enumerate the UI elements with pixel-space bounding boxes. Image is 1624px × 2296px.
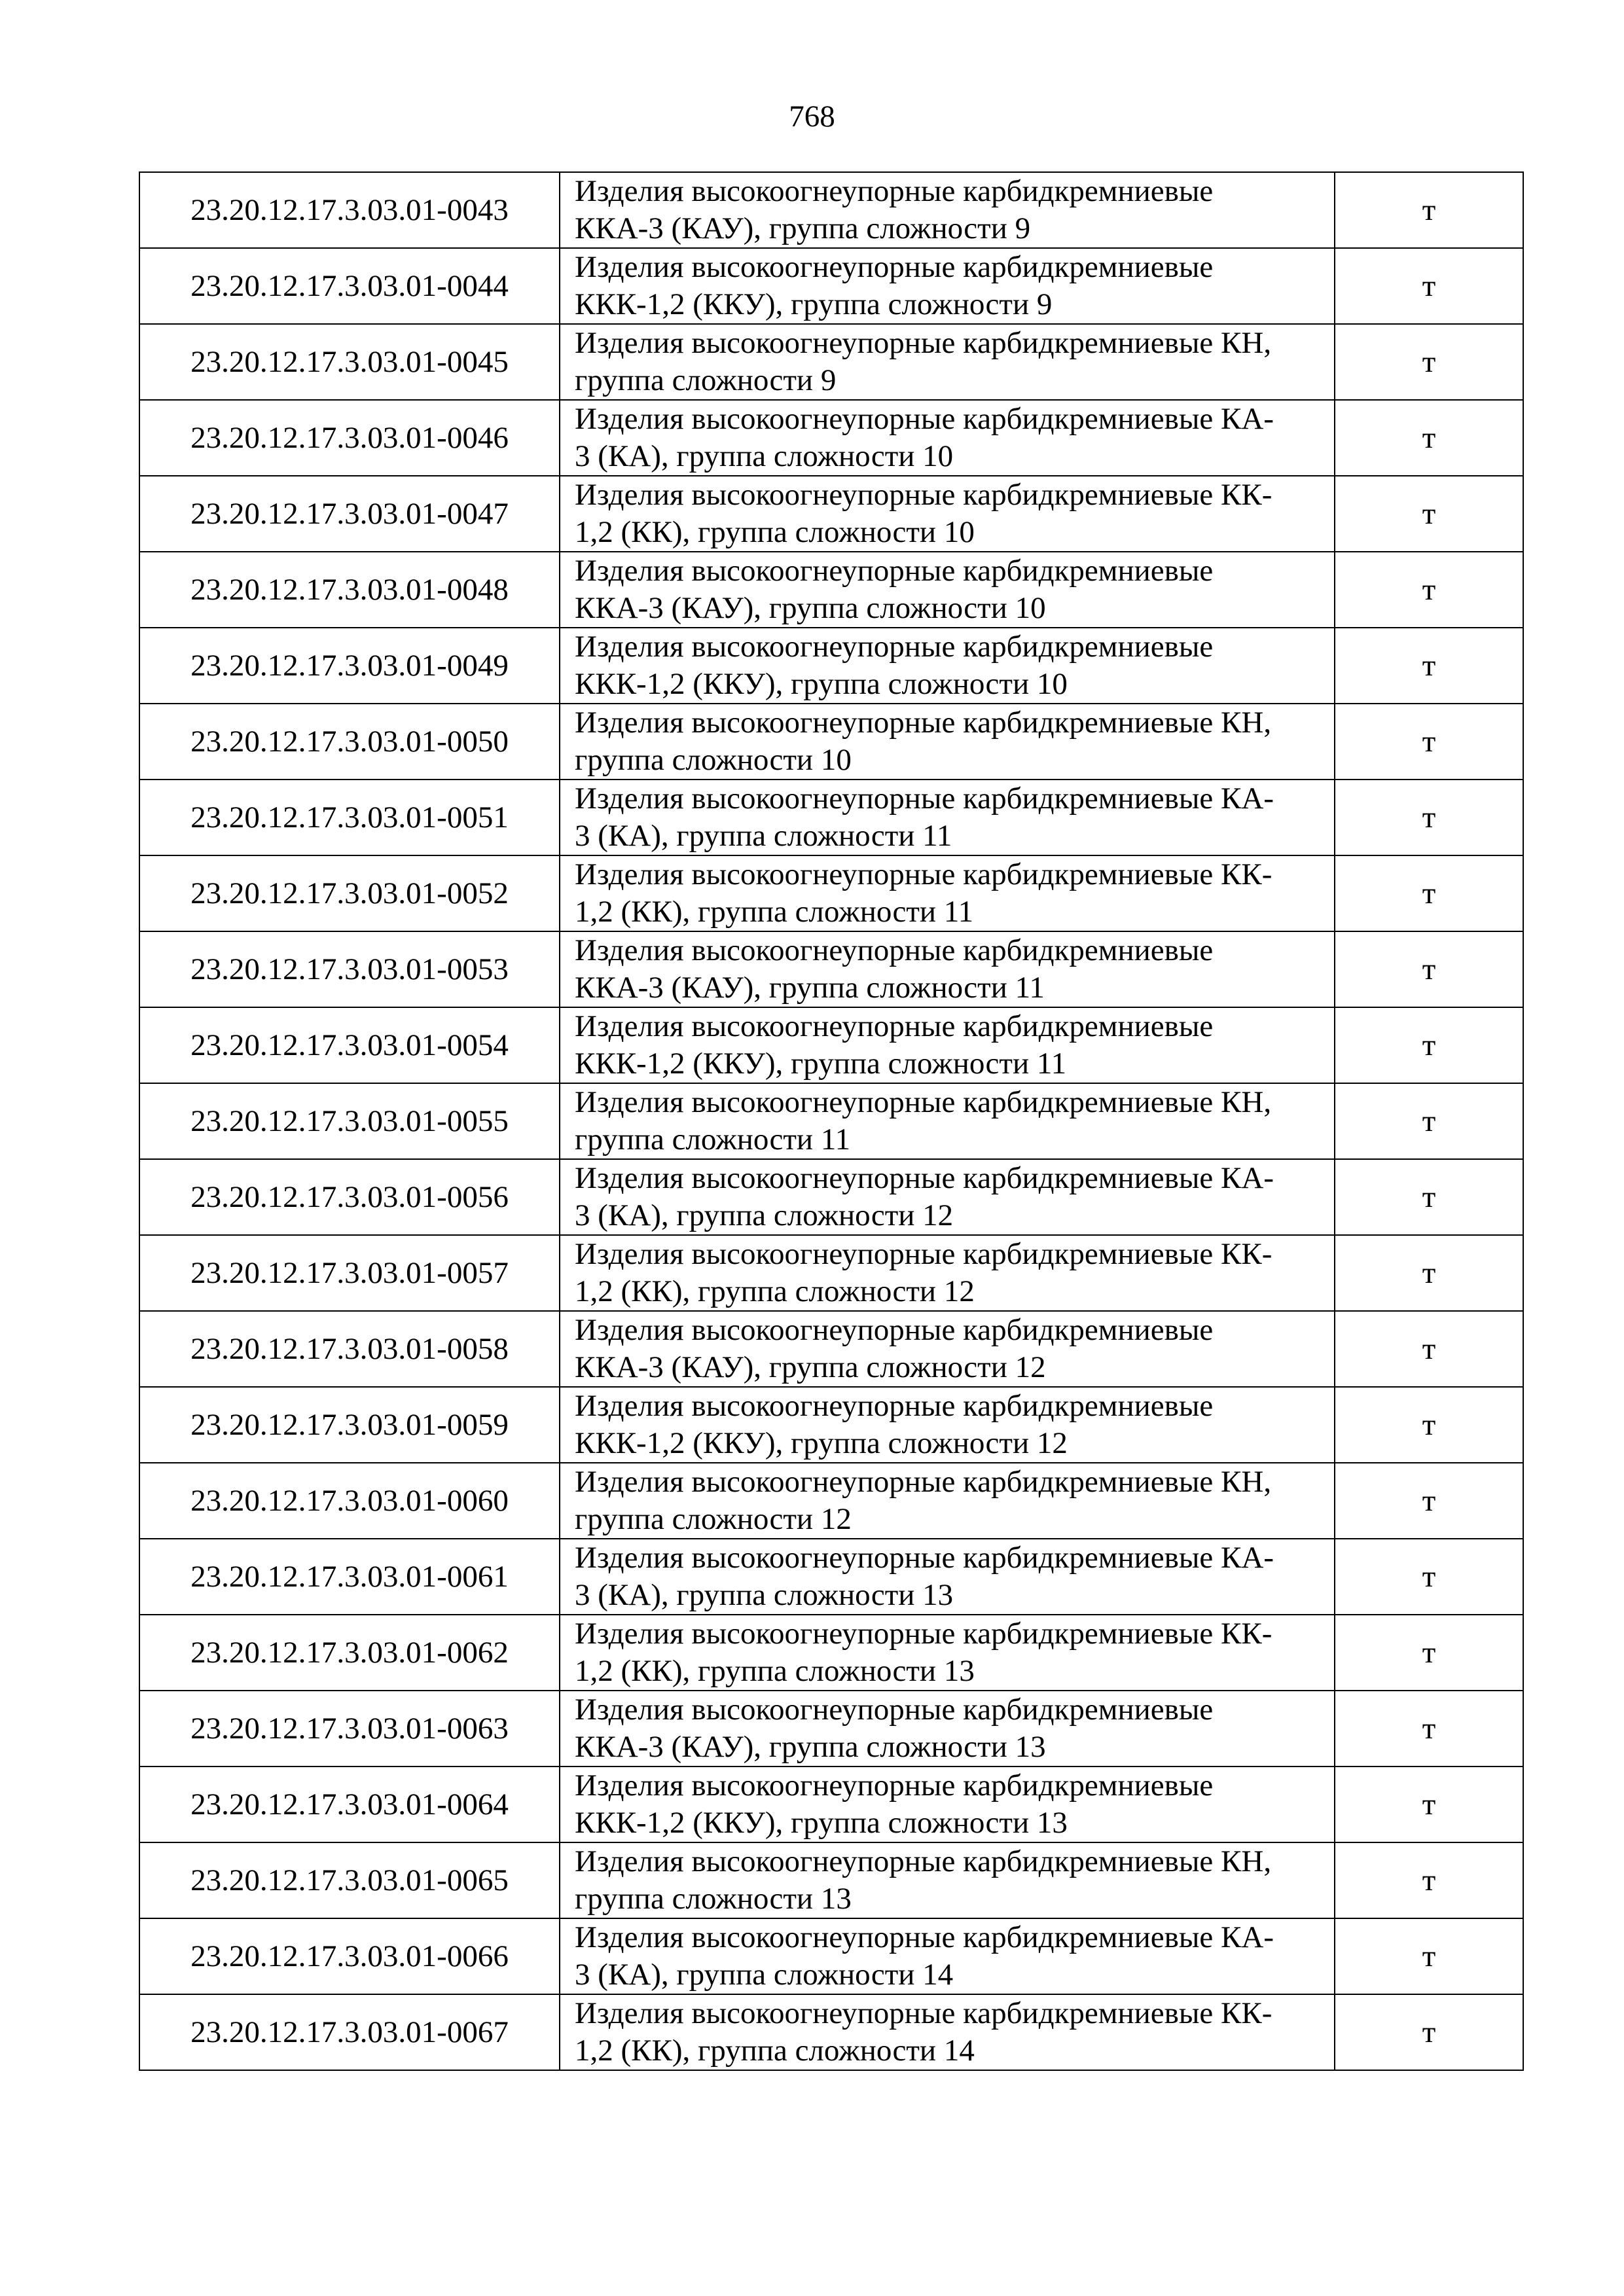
unit-cell: т: [1335, 172, 1523, 248]
resource-description-cell: [560, 1691, 1335, 1767]
resource-code-cell: 23.20.12.17.3.03.01-0067: [139, 1994, 560, 2070]
resource-description-cell: [560, 1463, 1335, 1539]
description-line-1: Изделия высокоогнеупорные карбидкремниевые КК-: [575, 1617, 1272, 1651]
unit-cell: т: [1335, 248, 1523, 324]
description-line-2: 3 (КА), группа сложности 12: [575, 1198, 954, 1232]
table-row: [139, 1767, 1523, 1842]
table-row: [139, 400, 1523, 476]
table-row: [139, 628, 1523, 704]
resource-description-cell: [560, 1387, 1335, 1463]
table-row: [139, 1918, 1523, 1994]
description-line-2: ККА-3 (КАУ), группа сложности 10: [575, 591, 1046, 625]
resource-description-cell: [560, 1311, 1335, 1387]
unit-cell: т: [1335, 552, 1523, 628]
description-line-2: 3 (КА), группа сложности 11: [575, 819, 952, 853]
table-row: [139, 780, 1523, 855]
table-row: [139, 931, 1523, 1007]
description-line-1: Изделия высокоогнеупорные карбидкремниевые КК-: [575, 478, 1272, 512]
resource-description-cell: [560, 780, 1335, 855]
description-line-1: Изделия высокоогнеупорные карбидкремниевые КА-: [575, 1920, 1274, 1954]
resource-code-cell: 23.20.12.17.3.03.01-0058: [139, 1311, 560, 1387]
resource-description-cell: [560, 172, 1335, 248]
resource-code-cell: 23.20.12.17.3.03.01-0063: [139, 1691, 560, 1767]
unit-cell: т: [1335, 1159, 1523, 1235]
table-body: [139, 172, 1523, 2070]
resource-description-cell: [560, 1007, 1335, 1083]
unit-cell: т: [1335, 1918, 1523, 1994]
description-line-1: Изделия высокоогнеупорные карбидкремниевые: [575, 1389, 1214, 1423]
resource-code-cell: 23.20.12.17.3.03.01-0045: [139, 324, 560, 400]
description-line-1: Изделия высокоогнеупорные карбидкремниевые КН,: [575, 1844, 1272, 1878]
resource-code-cell: 23.20.12.17.3.03.01-0051: [139, 780, 560, 855]
resource-code-cell: 23.20.12.17.3.03.01-0065: [139, 1842, 560, 1918]
resource-code-cell: 23.20.12.17.3.03.01-0054: [139, 1007, 560, 1083]
description-line-1: Изделия высокоогнеупорные карбидкремниевые: [575, 1768, 1214, 1803]
unit-cell: т: [1335, 1767, 1523, 1842]
description-line-1: Изделия высокоогнеупорные карбидкремниевые КА-: [575, 1161, 1274, 1195]
resource-description-cell: [560, 1615, 1335, 1691]
table-row: [139, 1159, 1523, 1235]
description-line-1: Изделия высокоогнеупорные карбидкремниевые: [575, 250, 1214, 284]
description-line-1: Изделия высокоогнеупорные карбидкремниевые КА-: [575, 781, 1274, 816]
resource-code-cell: 23.20.12.17.3.03.01-0043: [139, 172, 560, 248]
resource-code-cell: 23.20.12.17.3.03.01-0064: [139, 1767, 560, 1842]
unit-cell: т: [1335, 780, 1523, 855]
resource-description-cell: [560, 1235, 1335, 1311]
description-line-2: ККА-3 (КАУ), группа сложности 12: [575, 1350, 1046, 1384]
description-line-1: Изделия высокоогнеупорные карбидкремниевые КК-: [575, 857, 1272, 891]
description-line-1: Изделия высокоогнеупорные карбидкремниевые КН,: [575, 1085, 1272, 1119]
description-line-1: Изделия высокоогнеупорные карбидкремниевые: [575, 933, 1214, 967]
table-row: [139, 1994, 1523, 2070]
resource-description-cell: [560, 1918, 1335, 1994]
unit-cell: т: [1335, 1311, 1523, 1387]
resource-description-cell: [560, 855, 1335, 931]
description-line-2: 3 (КА), группа сложности 10: [575, 439, 954, 473]
unit-cell: т: [1335, 400, 1523, 476]
unit-cell: т: [1335, 1691, 1523, 1767]
resource-code-cell: 23.20.12.17.3.03.01-0059: [139, 1387, 560, 1463]
resource-description-cell: [560, 248, 1335, 324]
description-line-2: группа сложности 13: [575, 1882, 852, 1916]
resource-description-cell: [560, 1539, 1335, 1615]
unit-cell: т: [1335, 1463, 1523, 1539]
resource-description-cell: [560, 1842, 1335, 1918]
description-line-1: Изделия высокоогнеупорные карбидкремниевые КН,: [575, 706, 1272, 740]
description-line-2: ККК-1,2 (ККУ), группа сложности 10: [575, 667, 1068, 701]
resource-code-cell: 23.20.12.17.3.03.01-0053: [139, 931, 560, 1007]
description-line-1: Изделия высокоогнеупорные карбидкремниевые: [575, 554, 1214, 588]
description-line-1: Изделия высокоогнеупорные карбидкремниевые: [575, 1313, 1214, 1347]
table-row: [139, 172, 1523, 248]
table-row: [139, 1463, 1523, 1539]
description-line-2: 1,2 (КК), группа сложности 11: [575, 895, 974, 929]
resource-code-cell: 23.20.12.17.3.03.01-0066: [139, 1918, 560, 1994]
resource-code-cell: 23.20.12.17.3.03.01-0047: [139, 476, 560, 552]
table-row: [139, 1311, 1523, 1387]
unit-cell: т: [1335, 1842, 1523, 1918]
description-line-2: 1,2 (КК), группа сложности 14: [575, 2034, 975, 2068]
resource-description-cell: [560, 324, 1335, 400]
unit-cell: т: [1335, 1539, 1523, 1615]
unit-cell: т: [1335, 1994, 1523, 2070]
description-line-1: Изделия высокоогнеупорные карбидкремниевые КК-: [575, 1996, 1272, 2030]
resource-description-cell: [560, 400, 1335, 476]
unit-cell: т: [1335, 931, 1523, 1007]
description-line-2: 1,2 (КК), группа сложности 13: [575, 1654, 975, 1688]
table-row: [139, 1615, 1523, 1691]
resource-description-cell: [560, 1159, 1335, 1235]
resource-code-cell: 23.20.12.17.3.03.01-0044: [139, 248, 560, 324]
resource-code-cell: 23.20.12.17.3.03.01-0052: [139, 855, 560, 931]
description-line-2: 3 (КА), группа сложности 14: [575, 1958, 954, 1992]
unit-cell: т: [1335, 1083, 1523, 1159]
description-line-1: Изделия высокоогнеупорные карбидкремниевые: [575, 1009, 1214, 1043]
unit-cell: т: [1335, 1615, 1523, 1691]
description-line-2: ККК-1,2 (ККУ), группа сложности 11: [575, 1047, 1067, 1081]
unit-cell: т: [1335, 324, 1523, 400]
resource-description-cell: [560, 476, 1335, 552]
unit-cell: т: [1335, 704, 1523, 780]
table-row: [139, 704, 1523, 780]
description-line-2: ККК-1,2 (ККУ), группа сложности 9: [575, 287, 1053, 321]
description-line-2: 3 (КА), группа сложности 13: [575, 1578, 954, 1612]
description-line-1: Изделия высокоогнеупорные карбидкремниевые: [575, 1693, 1214, 1727]
unit-cell: т: [1335, 1007, 1523, 1083]
resource-code-cell: 23.20.12.17.3.03.01-0060: [139, 1463, 560, 1539]
unit-cell: т: [1335, 1235, 1523, 1311]
resource-code-cell: 23.20.12.17.3.03.01-0055: [139, 1083, 560, 1159]
table-row: [139, 1387, 1523, 1463]
resource-description-cell: [560, 704, 1335, 780]
description-line-1: Изделия высокоогнеупорные карбидкремниевые КН,: [575, 326, 1272, 360]
table-row: [139, 552, 1523, 628]
description-line-2: 1,2 (КК), группа сложности 12: [575, 1274, 975, 1308]
table-row: [139, 1007, 1523, 1083]
resource-code-cell: 23.20.12.17.3.03.01-0046: [139, 400, 560, 476]
table-row: [139, 1539, 1523, 1615]
description-line-2: ККА-3 (КАУ), группа сложности 9: [575, 211, 1031, 245]
description-line-1: Изделия высокоогнеупорные карбидкремниевые КК-: [575, 1237, 1272, 1271]
description-line-2: группа сложности 11: [575, 1122, 851, 1157]
resource-code-cell: 23.20.12.17.3.03.01-0057: [139, 1235, 560, 1311]
description-line-2: ККК-1,2 (ККУ), группа сложности 12: [575, 1426, 1068, 1460]
resource-description-cell: [560, 628, 1335, 704]
resource-code-cell: 23.20.12.17.3.03.01-0048: [139, 552, 560, 628]
resource-code-cell: 23.20.12.17.3.03.01-0062: [139, 1615, 560, 1691]
table-row: [139, 476, 1523, 552]
resource-code-cell: 23.20.12.17.3.03.01-0050: [139, 704, 560, 780]
description-line-2: ККК-1,2 (ККУ), группа сложности 13: [575, 1806, 1068, 1840]
table-row: [139, 324, 1523, 400]
table-row: [139, 1235, 1523, 1311]
description-line-2: группа сложности 12: [575, 1502, 852, 1536]
description-line-2: ККА-3 (КАУ), группа сложности 13: [575, 1730, 1046, 1764]
resource-description-cell: [560, 1083, 1335, 1159]
resource-description-cell: [560, 1994, 1335, 2070]
unit-cell: т: [1335, 1387, 1523, 1463]
table-row: [139, 855, 1523, 931]
description-line-1: Изделия высокоогнеупорные карбидкремниевые: [575, 174, 1214, 208]
description-line-2: 1,2 (КК), группа сложности 10: [575, 515, 975, 549]
description-line-2: группа сложности 10: [575, 743, 852, 777]
unit-cell: т: [1335, 476, 1523, 552]
description-line-1: Изделия высокоогнеупорные карбидкремниевые КА-: [575, 1541, 1274, 1575]
resource-description-cell: [560, 931, 1335, 1007]
resource-description-cell: [560, 552, 1335, 628]
unit-cell: т: [1335, 628, 1523, 704]
resource-code-cell: 23.20.12.17.3.03.01-0056: [139, 1159, 560, 1235]
resource-code-cell: 23.20.12.17.3.03.01-0049: [139, 628, 560, 704]
description-line-2: группа сложности 9: [575, 363, 837, 397]
unit-cell: т: [1335, 855, 1523, 931]
table-row: [139, 1842, 1523, 1918]
table-row: [139, 1083, 1523, 1159]
page-number: 768: [789, 99, 835, 134]
resource-code-cell: 23.20.12.17.3.03.01-0061: [139, 1539, 560, 1615]
table-row: [139, 1691, 1523, 1767]
description-line-2: ККА-3 (КАУ), группа сложности 11: [575, 971, 1045, 1005]
table-row: [139, 248, 1523, 324]
description-line-1: Изделия высокоогнеупорные карбидкремниевые КН,: [575, 1465, 1272, 1499]
resource-table: [139, 171, 1524, 2071]
description-line-1: Изделия высокоогнеупорные карбидкремниевые КА-: [575, 402, 1274, 436]
description-line-1: Изделия высокоогнеупорные карбидкремниевые: [575, 630, 1214, 664]
resource-description-cell: [560, 1767, 1335, 1842]
